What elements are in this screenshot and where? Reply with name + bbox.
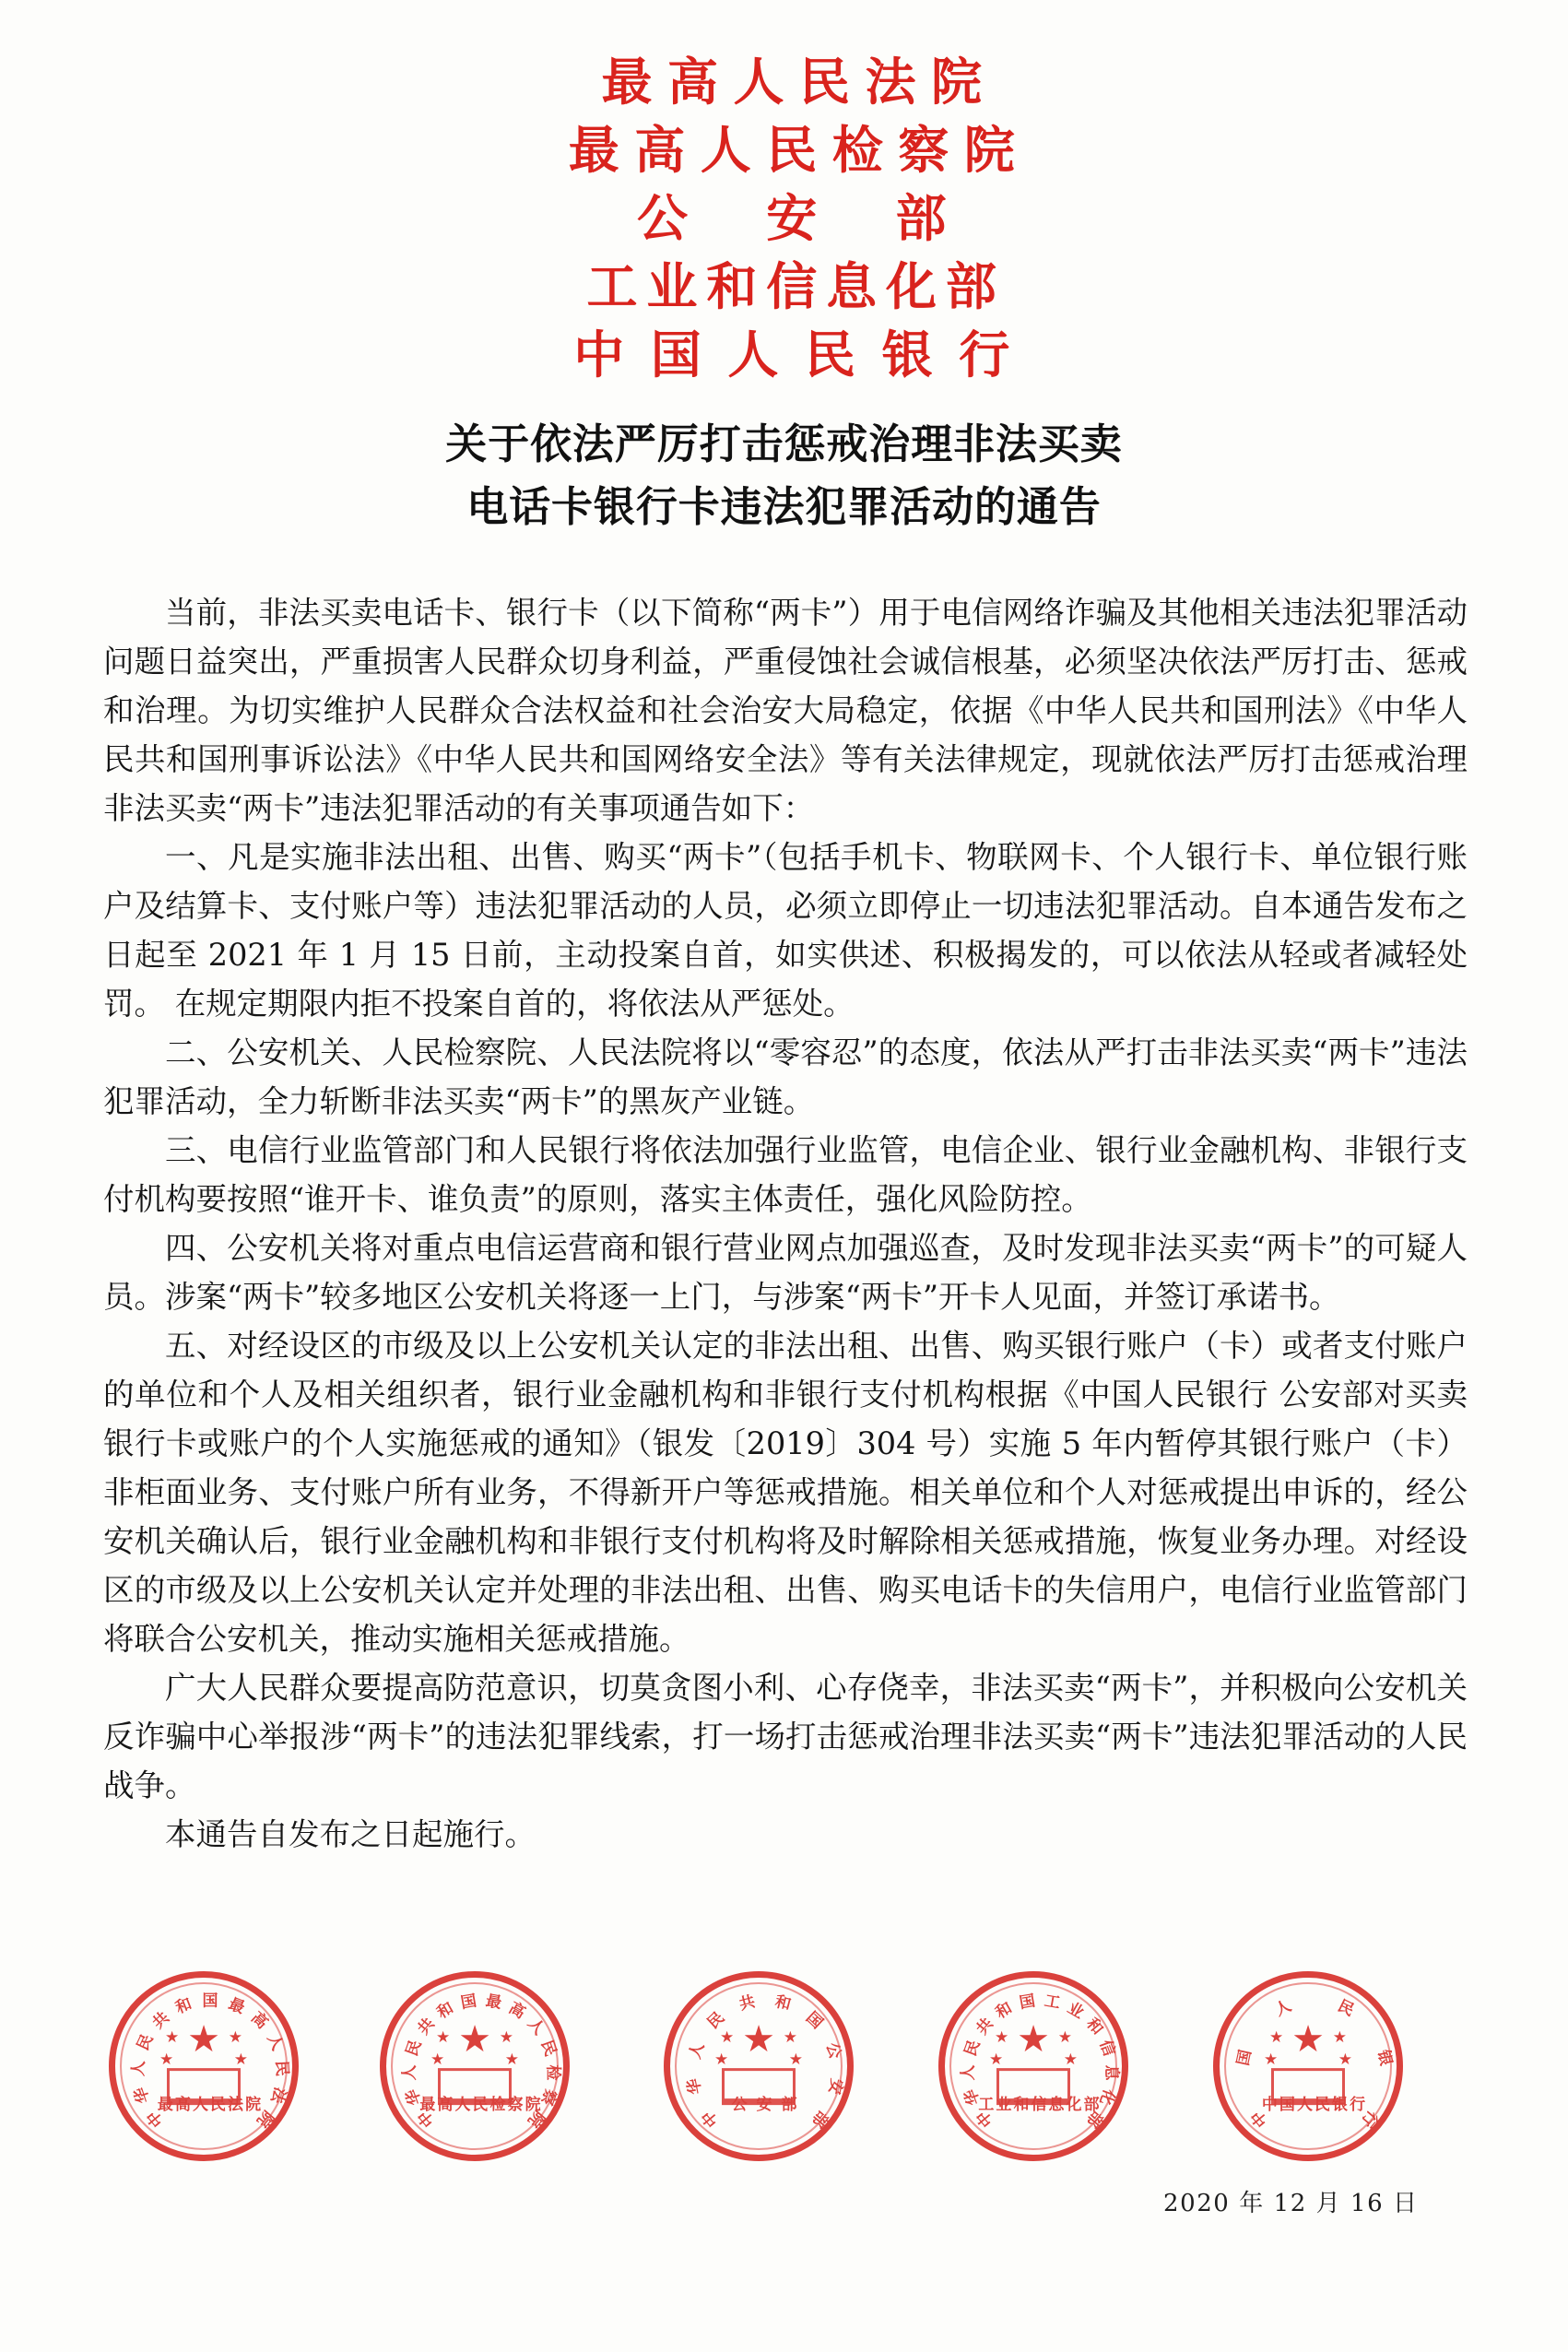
seal-label-supreme-court: 最高人民法院 <box>157 2096 264 2114</box>
masthead-line-supreme-procuratorate <box>0 116 1568 184</box>
paragraph-article-5: 五、对经设区的市级及以上公安机关认定的非法出租、出售、购买银行账户（卡）或者支付账户的单位和个人及相关组织者，银行业金融机构和非银行支付机构根据《中国人民银行 公安部对买卖银行卡或账户的个人实施惩戒的通知》（银发〔2019〕304 号）实施 5 年内暂停其银行账户（卡）非柜面业务、支付账户所有业务，不得新开户等惩戒措施。相关单位和个人对惩戒提出申诉的，经公安机关确认后，银行业金融机构和非银行支付机构将及时解除相关惩戒措施，恢复业务办理。对经设区的市级及以上公安机关认定并处理的非法出租、出售、购买电话卡的失信用户，电信行业监管部门将联合公安机关，推动实施相关惩戒措施。 <box>103 1328 1468 1657</box>
national-emblem-icon: ★ ★ ★ ★ ★ <box>159 2022 248 2107</box>
masthead-line-pboc <box>0 321 1568 389</box>
issue-date: 2020 年 12 月 16 日 <box>1163 2190 1419 2217</box>
document-title-line-1: 关于依法严厉打击惩戒治理非法买卖 <box>445 420 1123 468</box>
national-emblem-icon: ★ ★ ★ ★ ★ <box>430 2022 519 2107</box>
seal-ring-text-ministry-public-security: 中 华 人 民 共 和 国 公 安 部 <box>684 1992 846 2131</box>
masthead-line-ministry-public-security <box>0 184 1568 253</box>
masthead-text-ministry-public-security: 公安部 <box>636 188 1025 248</box>
seal-miit <box>938 1971 1128 2161</box>
national-emblem-icon: ★ ★ ★ ★ ★ <box>714 2022 803 2107</box>
national-emblem-icon: ★ ★ ★ ★ ★ <box>1264 2022 1352 2107</box>
seal-supreme-peoples-court <box>109 1971 299 2161</box>
document-title-line-2: 电话卡银行卡违法犯罪活动的通告 <box>466 482 1102 531</box>
document-body <box>103 588 1468 1859</box>
paragraph-public-appeal: 广大人民群众要提高防范意识，切莫贪图小利、心存侥幸，非法买卖“两卡”，并积极向公安机关反诈骗中心举报涉“两卡”的违法犯罪线索，打一场打击惩戒治理非法买卖“两卡”违法犯罪活动的人民战争。 <box>103 1670 1468 1803</box>
masthead-text-miit: 工业和信息化部 <box>586 256 1006 316</box>
masthead-text-supreme-court: 最高人民法院 <box>601 52 997 112</box>
seal-ring-text-supreme-court: 中 华 人 民 共 和 国 最 高 人 民 法 院 <box>129 1992 291 2131</box>
seal-ring-text-miit: 中 华 人 民 共 和 国 工 业 和 信 息 化 部 <box>959 1992 1121 2131</box>
seal-ring-text-pboc: 中 国 人 民 银 行 <box>1233 1996 1396 2131</box>
paragraph-article-4: 四、公安机关将对重点电信运营商和银行营业网点加强巡查，及时发现非法买卖“两卡”的可疑人员。涉案“两卡”较多地区公安机关将逐一上门，与涉案“两卡”开卡人见面，并签订承诺书。 <box>103 1230 1468 1315</box>
seal-peoples-bank-of-china <box>1213 1971 1403 2161</box>
masthead-line-supreme-court <box>0 48 1568 116</box>
masthead-text-pboc: 中国人民银行 <box>573 325 1036 384</box>
seal-label-miit: 工业和信息化部 <box>978 2096 1102 2114</box>
seal-label-pboc: 中国人民银行 <box>1261 2096 1368 2114</box>
seal-ministry-public-security <box>664 1971 854 2161</box>
seal-label-supreme-procuratorate: 最高人民检察院 <box>419 2096 543 2114</box>
paragraph-article-2: 二、公安机关、人民检察院、人民法院将以“零容忍”的态度，依法从严打击非法买卖“两卡”违法犯罪活动，全力斩断非法买卖“两卡”的黑灰产业链。 <box>103 1034 1468 1119</box>
paragraph-effective-date: 本通告自发布之日起施行。 <box>165 1816 536 1852</box>
paragraph-article-3: 三、电信行业监管部门和人民银行将依法加强行业监管，电信企业、银行业金融机构、非银行支付机构要按照“谁开卡、谁负责”的原则，落实主体责任，强化风险防控。 <box>103 1132 1468 1217</box>
masthead-text-supreme-procuratorate: 最高人民检察院 <box>568 120 1031 180</box>
seal-supreme-peoples-procuratorate <box>380 1971 570 2161</box>
document-title <box>0 413 1568 538</box>
seal-ring-text-supreme-procuratorate: 中 华 人 民 共 和 国 最 高 人 民 检 察 院 <box>400 1992 562 2131</box>
seal-label-ministry-public-security: 公 安 部 <box>731 2096 799 2114</box>
masthead-line-miit <box>0 253 1568 321</box>
paragraph-article-1: 一、凡是实施非法出租、出售、购买“两卡”（包括手机卡、物联网卡、个人银行卡、单位银行账户及结算卡、支付账户等）违法犯罪活动的人员，必须立即停止一切违法犯罪活动。自本通告发布之日起至 2021 年 1 月 15 日前，主动投案自首，如实供述、积极揭发的，可以依法从轻或者减轻处罚。 在规定期限内拒不投案自首的，将依法从严惩处。 <box>103 839 1468 1022</box>
paragraph-preamble: 当前，非法买卖电话卡、银行卡（以下简称“两卡”）用于电信网络诈骗及其他相关违法犯罪活动问题日益突出，严重损害人民群众切身利益，严重侵蚀社会诚信根基，必须坚决依法严厉打击、惩戒和治理。为切实维护人民群众合法权益和社会治安大局稳定，依据《中华人民共和国刑法》《中华人民共和国刑事诉讼法》《中华人民共和国网络安全法》等有关法律规定，现就依法严厉打击惩戒治理非法买卖“两卡”违法犯罪活动的有关事项通告如下： <box>103 595 1468 826</box>
national-emblem-icon: ★ ★ ★ ★ ★ <box>989 2022 1078 2107</box>
masthead <box>0 48 1568 389</box>
